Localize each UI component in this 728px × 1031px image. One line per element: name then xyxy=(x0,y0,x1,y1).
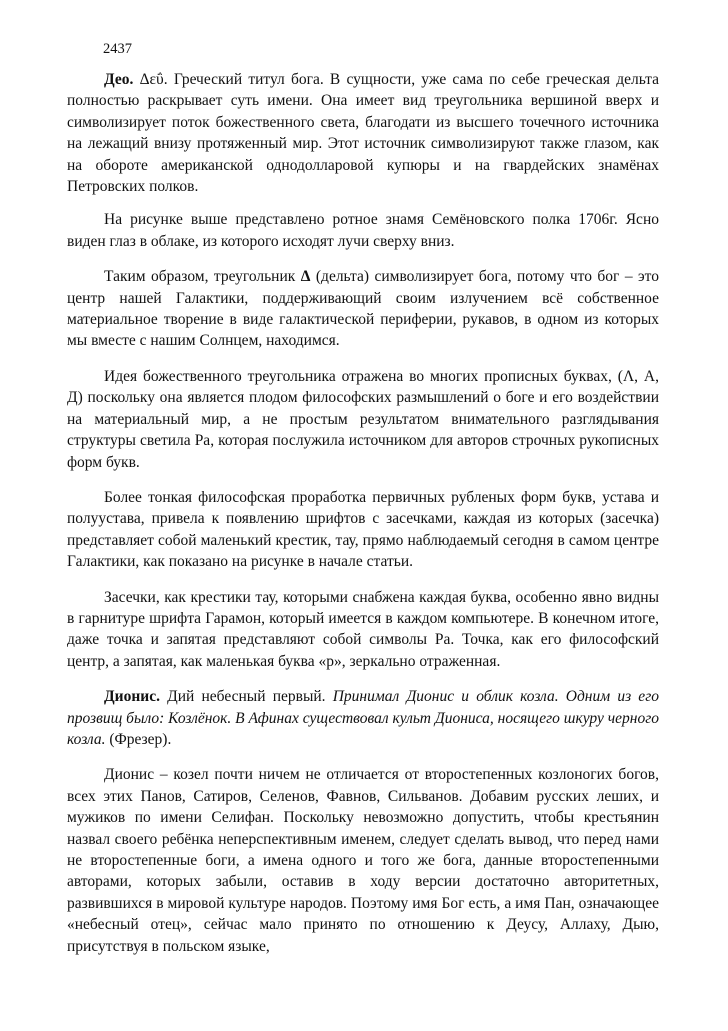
paragraph-text: На рисунке выше представлено ротное знамя Семёновского полка 1706г. Ясно виден глаз в облаке, из которого исходят лучи сверху вниз. xyxy=(67,211,659,250)
paragraph-goat-gods xyxy=(67,764,659,957)
greek-word: Δεΰ. xyxy=(139,71,168,88)
paragraph-banner xyxy=(67,209,659,252)
paragraph-text: Засечки, как крестики тау, которыми снабжена каждая буква, особенно явно видны в гарнитуре шрифта Гарамон, который имеется в каждом компьютере. В конечном итоге, даже точка и запятая представляют собой символы Ра. Точка, как его философский центр, а запятая, как маленькая буква «р», зеркально отраженная. xyxy=(67,588,659,670)
paragraph-text-after: (дельта) символизирует бога, потому что бог – это центр нашей Галактики, поддерживающий своим излучением всё собственное материальное творение в виде галактической периферии, рукавов, в одном из которых мы вместе с нашим Солнцем, находимся. xyxy=(67,268,659,350)
paragraph-triangle-letters xyxy=(67,366,659,473)
paragraph-text-before: Таким образом, треугольник xyxy=(104,268,296,286)
paragraph-text: Дионис – козел почти ничем не отличается от второстепенных козлоногих богов, всех этих Панов, Сатиров, Селенов, Фавнов, Сильванов. Добавим русских леших, и мужиков по имени Селифан. Поскольку невозможно допустить, чтобы крестьянин назвал своего ребёнка неперспективным именем, следует сделать вывод, что перед нами не второстепенные боги, а имена одного и того же бога, данные второстепенными авторами, которых забыли, оставив в ходу версии достаточно авторитетных, развившихся в мировой культуре народов. Поэтому имя Бог есть, а имя Пан, означающее «небесный отец», сейчас мало принято по отношению к Деусу, Аллаху, Дыю, присутствуя в польском языке, xyxy=(67,766,659,955)
italic-quote: Принимал Дионис и облик козла. Одним из его прозвищ было: Козлёнок. В Афинах существовал культ Диониса, носящего шкуру черного козла. xyxy=(67,688,659,748)
paragraph-serifs xyxy=(67,487,659,573)
paragraph-dionis xyxy=(67,686,659,750)
paragraph-deo xyxy=(67,69,659,197)
document-body xyxy=(67,69,659,971)
paragraph-text: Идея божественного треугольника отражена во многих прописных буквах, (Λ, А, Д) поскольку она является плодом философских размышлений о боге и его воздействии на материальный мир, а не простым результатом внимательного разглядывания структуры светила Ра, которая послужила источником для авторов строчных рукописных форм букв. xyxy=(67,367,659,471)
paragraph-delta xyxy=(67,266,659,352)
source-citation: (Фрезер). xyxy=(109,730,172,748)
entry-term-dionis: Дионис. xyxy=(104,688,160,706)
delta-symbol: Δ xyxy=(300,268,311,286)
paragraph-text: Более тонкая философская проработка первичных рубленых форм букв, устава и полуустава, привела к появлению шрифтов с засечками, каждая из которых (засечка) представляет собой маленький крестик, тау, прямо наблюдаемый сегодня в самом центре Галактики, как показано на рисунке в начале статьи. xyxy=(67,488,659,571)
paragraph-text: Дий небесный первый. xyxy=(167,688,326,706)
paragraph-garamond xyxy=(67,587,659,673)
paragraph-text: Греческий титул бога. В сущности, уже сама по себе греческая дельта полностью раскрывает суть имени. Она имеет вид треугольника вершиной вверх и символизирует поток божественного света, благодати из высшего точечного источника на лежащий внизу протяженный мир. Этот источник символизируют также глазом, как на обороте американской однодолларовой купюры и на гвардейских знамёнах Петровских полков. xyxy=(67,71,660,196)
page-number: 2437 xyxy=(103,41,132,57)
entry-term-deo: Део. xyxy=(104,71,134,88)
